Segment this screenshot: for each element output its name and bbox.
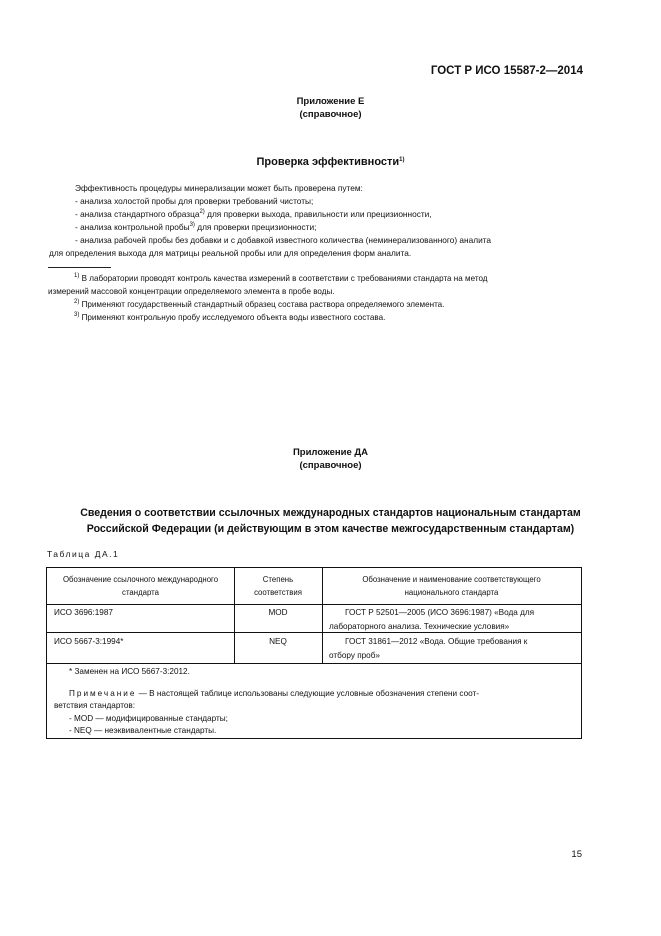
table-note-label: Примечание bbox=[69, 689, 137, 698]
footnote-text: В лаборатории проводят контроль качества измерений в соответствии с требованиями стандарта на метод bbox=[79, 274, 488, 283]
list-item-text: для проверки выхода, правильности или прецизионности, bbox=[204, 209, 432, 219]
table-header-reference bbox=[47, 573, 234, 599]
table-header-text: Степень bbox=[262, 575, 294, 584]
footnote-mark: 2) bbox=[199, 209, 205, 215]
appendix-da-subtitle: (справочное) bbox=[299, 460, 362, 471]
page-number: 15 bbox=[571, 849, 582, 860]
footnote-1-continuation: измерений массовой концентрации определяемого элемента в пробе воды. bbox=[48, 287, 335, 296]
table-cell-national bbox=[329, 635, 575, 663]
footnotes bbox=[48, 273, 588, 325]
table-header-text: стандарта bbox=[122, 588, 159, 597]
document-code: ГОСТ Р ИСО 15587-2—2014 bbox=[430, 65, 583, 77]
footnote-mark: 2) bbox=[74, 299, 80, 305]
table-header-text: соответствия bbox=[254, 588, 302, 597]
table-caption: Таблица ДА.1 bbox=[47, 549, 120, 559]
table-header-text: Обозначение ссылочного международного bbox=[62, 575, 219, 584]
list-item bbox=[75, 221, 316, 233]
section-heading-text: Проверка эффективности bbox=[256, 156, 400, 168]
table-cell-text: ГОСТ Р 52501—2005 (ИСО 3696:1987) «Вода для bbox=[345, 608, 535, 617]
table-footnote: * Заменен на ИСО 5667-3:2012. bbox=[69, 667, 190, 676]
table-header-text: Обозначение и наименование соответствующего bbox=[362, 575, 541, 584]
table-note-text: — В настоящей таблице использованы следующие условные обозначения степени соот- bbox=[136, 689, 479, 698]
footnote-3 bbox=[74, 312, 385, 324]
appendix-da-title: Приложение ДА bbox=[292, 447, 369, 458]
footnote-2 bbox=[74, 299, 444, 311]
appendix-e-subtitle: (справочное) bbox=[299, 109, 362, 120]
intro-text: Эффективность процедуры минерализации может быть проверена путем: bbox=[75, 183, 363, 193]
correspondence-table bbox=[46, 567, 582, 739]
table-note-continuation: ветствия стандартов: bbox=[54, 701, 136, 710]
list-item-text: - анализа стандартного образца bbox=[75, 209, 200, 219]
footnote-text: Применяют контрольную пробу исследуемого объекта воды известного состава. bbox=[79, 313, 386, 322]
footnote-mark: 1) bbox=[74, 273, 80, 279]
table-row-divider bbox=[47, 604, 581, 605]
table-cell-degree: NEQ bbox=[269, 637, 287, 646]
footnote-mark: 3) bbox=[74, 312, 80, 318]
table-header-national bbox=[322, 573, 581, 599]
table-cell-text: лабораторного анализа. Технические условия» bbox=[329, 622, 510, 631]
footnote-mark: 3) bbox=[189, 222, 195, 228]
footnote-divider bbox=[48, 267, 111, 268]
table-header-text: национального стандарта bbox=[404, 588, 499, 597]
footnote-1 bbox=[74, 273, 488, 285]
table-header-degree bbox=[234, 573, 322, 599]
section-body bbox=[49, 182, 589, 262]
table-cell-text: отбору проб» bbox=[329, 651, 380, 660]
table-cell-reference: ИСО 3696:1987 bbox=[54, 608, 113, 617]
appendix-da-heading-line2: Российской Федерации (и действующим в этом качестве межгосударственным стандартам) bbox=[86, 523, 575, 535]
section-heading bbox=[0, 156, 661, 168]
table-cell-text: ГОСТ 31861—2012 «Вода. Общие требования к bbox=[345, 637, 528, 646]
list-item: - анализа холостой пробы для проверки требований чистоты; bbox=[75, 196, 314, 206]
list-item: - анализа рабочей пробы без добавки и с добавкой известного количества (неминерализованного) аналита bbox=[75, 235, 492, 245]
table-cell-national bbox=[329, 606, 575, 634]
appendix-e-title: Приложение Е bbox=[296, 96, 365, 107]
table-cell-degree: MOD bbox=[268, 608, 288, 617]
list-item-text: для проверки прецизионности; bbox=[194, 222, 317, 232]
table-note-item: - NEQ — неэквивалентные стандарты. bbox=[69, 726, 217, 735]
table-note-item: - MOD — модифицированные стандарты; bbox=[69, 714, 228, 723]
list-item bbox=[75, 208, 432, 220]
section-heading-footnote-mark: 1) bbox=[399, 157, 405, 163]
footnote-text: Применяют государственный стандартный образец состава раствора определяемого элемента. bbox=[79, 300, 445, 309]
appendix-da-heading-line1: Сведения о соответствии ссылочных международных стандартов национальным стандартам bbox=[80, 507, 581, 519]
list-item-text: - анализа контрольной пробы bbox=[75, 222, 190, 232]
table-cell-reference: ИСО 5667-3:1994* bbox=[54, 637, 124, 646]
table-row-divider bbox=[47, 663, 581, 664]
list-item-continuation: для определения выхода для матрицы реальной пробы или для определения форм аналита. bbox=[49, 248, 412, 258]
